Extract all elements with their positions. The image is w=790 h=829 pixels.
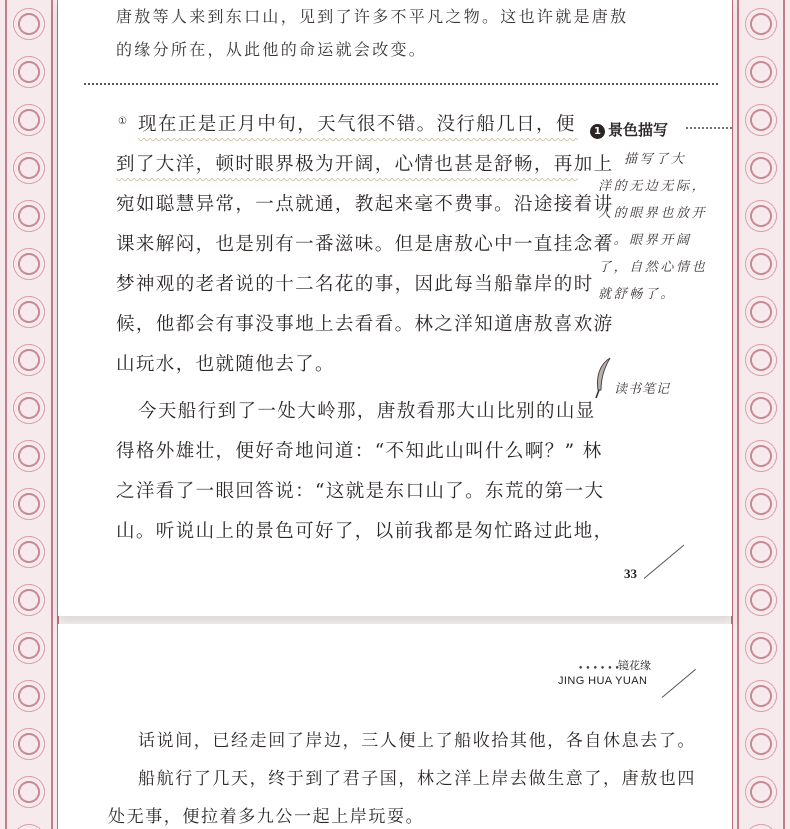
book-title-pinyin: JING HUA YUAN [558, 675, 648, 687]
header-dots: •••••• [578, 664, 622, 674]
page-number-slash [644, 545, 684, 579]
header-slash [662, 669, 696, 698]
quill-pen-icon [592, 356, 614, 400]
body-line-10: 之洋看了一眼回答说：“这就是东口山了。东荒的第一大 [116, 481, 605, 502]
page-33 [58, 0, 732, 616]
sidenote-line-4: 了。眼界开阔 [598, 233, 692, 248]
body-line-6: 候，他都会有事没事地上去看看。林之洋知道唐敖喜欢游 [116, 314, 614, 335]
body-line-3: 宛如聪慧异常，一点就通，教起来毫不费事。沿途接着讲 [116, 194, 614, 215]
intro-line-2: 的缘分所在，从此他的命运就会改变。 [116, 40, 428, 59]
sidenote-number: 1 [590, 124, 605, 139]
body-line-9: 得格外雄壮，便好奇地问道：“不知此山叫什么啊？” 林 [116, 441, 603, 462]
bottom-line-1: 话说间，已经走回了岸边，三人便上了船收拾其他，各自休息去了。 [138, 731, 696, 751]
body-line-4: 课来解闷，也是别有一番滋味。但是唐敖心中一直挂念着 [116, 234, 614, 255]
page-number: 33 [624, 566, 637, 581]
bottom-line-2: 船航行了几天，终于到了君子国，林之洋上岸去做生意了，唐敖也四 [138, 769, 696, 789]
sidenote-line-5: 了，自然心情也 [598, 260, 708, 275]
sidenote-line-3: 人的眼界也放开 [598, 206, 708, 221]
body-line-8: 今天船行到了一处大岭那，唐敖看那大山比别的山显 [138, 401, 596, 422]
body-line-2: 到了大洋，顿时眼界极为开阔，心情也甚是舒畅，再加上 [116, 154, 614, 175]
reading-note-label: 读书笔记 [614, 382, 671, 397]
body-line-5: 梦神观的老者说的十二名花的事，因此每当船靠岸的时 [116, 274, 594, 295]
body-line-11: 山。听说山上的景色可好了，以前我都是匆忙路过此地， [116, 521, 614, 542]
decorative-border-left [0, 0, 58, 829]
sidenote-divider [686, 127, 732, 129]
bottom-line-3: 处无事，便拉着多九公一起上岸玩耍。 [108, 807, 425, 827]
footnote-marker: ① [118, 116, 127, 127]
sidenote-line-2: 洋的无边无际， [598, 179, 708, 194]
sidenote-title-text: 景色描写 [608, 121, 669, 139]
book-title: 镜花缘 [618, 659, 651, 672]
wavy-underline-2 [116, 178, 578, 183]
sidenote-line-6: 就舒畅了。 [598, 287, 677, 302]
wavy-underline-1 [138, 138, 578, 143]
sidenote-line-1: 描写了大 [624, 152, 687, 167]
next-page [58, 624, 732, 829]
body-line-1: 现在正是正月中旬，天气很不错。没行船几日，便 [138, 114, 576, 135]
body-line-7: 山玩水，也就随他去了。 [116, 354, 335, 375]
decorative-border-right [732, 0, 790, 829]
intro-line-1: 唐敖等人来到东口山，见到了许多不平凡之物。这也许就是唐敖 [116, 7, 629, 26]
sidenote-title [590, 119, 668, 140]
section-divider [84, 83, 718, 85]
